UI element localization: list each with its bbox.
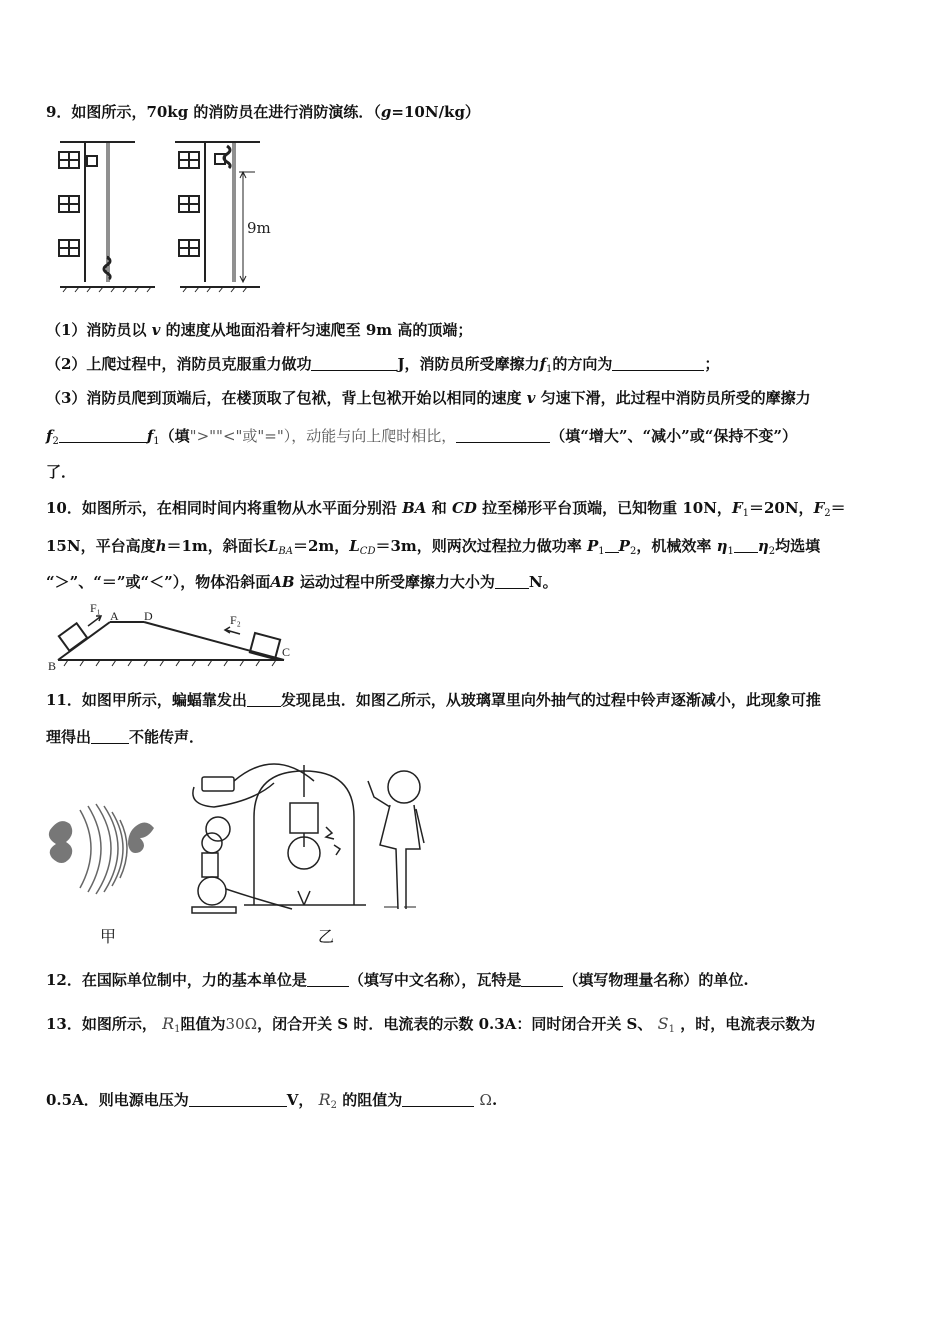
answer-blank[interactable] bbox=[612, 355, 704, 371]
q13-line1: 13．如图所示， $R_1$阻值为30Ω，闭合开关 S 时．电流表的示数 0.3A：同时闭合开关 S、 $S_1$ ，时，电流表示数为 bbox=[46, 1014, 816, 1035]
answer-blank[interactable] bbox=[495, 573, 529, 589]
answer-blank[interactable] bbox=[521, 971, 563, 987]
q13-line2: 0.5A．则电源电压为 V， $R_2$ 的阻值为 Ω. bbox=[46, 1090, 498, 1111]
q9-part3-end: 了． bbox=[46, 463, 77, 481]
q11-line2: 理得出 不能传声． bbox=[46, 728, 205, 746]
q11-line1: 11．如图甲所示，蝙蝠靠发出 发现昆虫．如图乙所示，从玻璃罩里向外抽气的过程中铃声逐渐减小，此现象可推 bbox=[46, 691, 821, 709]
q11-bell-jar-figure bbox=[184, 757, 434, 919]
q9-firefighter-figure bbox=[55, 132, 285, 297]
answer-blank[interactable] bbox=[247, 691, 281, 707]
answer-blank[interactable] bbox=[189, 1091, 287, 1107]
label-C: C bbox=[282, 645, 291, 659]
q9-part1: （1）消防员以 v 的速度从地面沿着杆匀速爬至 9m 高的顶端； bbox=[46, 321, 473, 339]
answer-blank[interactable] bbox=[605, 537, 619, 553]
q9-part3-cont: $f_2$ $f_1$（填">""<"或"="），动能与向上爬时相比， （填“增大”、“减小”或“保持不变”） bbox=[46, 427, 798, 447]
q10-incline-figure bbox=[44, 600, 304, 672]
answer-blank[interactable] bbox=[59, 427, 147, 443]
label-D: D bbox=[144, 609, 153, 623]
label-F1: F₁ bbox=[90, 601, 101, 615]
q9-stem: 9．如图所示，70kg 的消防员在进行消防演练．（g=10N/kg） bbox=[46, 103, 480, 121]
q10-line2: 15N，平台高度h＝1m，斜面长$L_{BA}=2m$，$L_{CD}=3m$，则两次过程拉力做功率 $P_1$ $P_2$，机械效率 $\eta_1$ $\eta_2$均选填 bbox=[46, 537, 821, 557]
q9-part3: （3）消防员爬到顶端后，在楼顶取了包袱，背上包袱开始以相同的速度 v 匀速下滑，此过程中消防员所受的摩擦力 bbox=[46, 389, 811, 407]
caption-jia: 甲 bbox=[100, 927, 117, 946]
answer-blank[interactable] bbox=[307, 971, 349, 987]
q10-line3: “＞”、“＝”或“＜”），物体沿斜面AB 运动过程中所受摩擦力大小为 N。 bbox=[46, 573, 558, 591]
answer-blank[interactable] bbox=[734, 537, 758, 553]
q11-bat-figure bbox=[44, 800, 160, 900]
answer-blank[interactable] bbox=[91, 728, 129, 744]
label-A: A bbox=[110, 609, 119, 623]
caption-yi: 乙 bbox=[318, 927, 335, 946]
answer-blank[interactable] bbox=[402, 1091, 474, 1107]
height-label: 9m bbox=[247, 219, 271, 237]
q9-part2: （2）上爬过程中，消防员克服重力做功 J，消防员所受摩擦力$f_1$的方向为 ； bbox=[46, 355, 720, 375]
q10-line1: 10．如图所示，在相同时间内将重物从水平面分别沿 BA 和 CD 拉至梯形平台顶端，已知物重 10N，$F_1=20N$，$F_2=$ bbox=[46, 499, 846, 519]
answer-blank[interactable] bbox=[456, 427, 550, 443]
q12-line: 12．在国际单位制中，力的基本单位是 （填写中文名称），瓦特是 （填写物理量名称）的单位. bbox=[46, 971, 749, 989]
label-F2: F₂ bbox=[230, 613, 241, 627]
label-B: B bbox=[48, 659, 57, 672]
answer-blank[interactable] bbox=[311, 355, 397, 371]
